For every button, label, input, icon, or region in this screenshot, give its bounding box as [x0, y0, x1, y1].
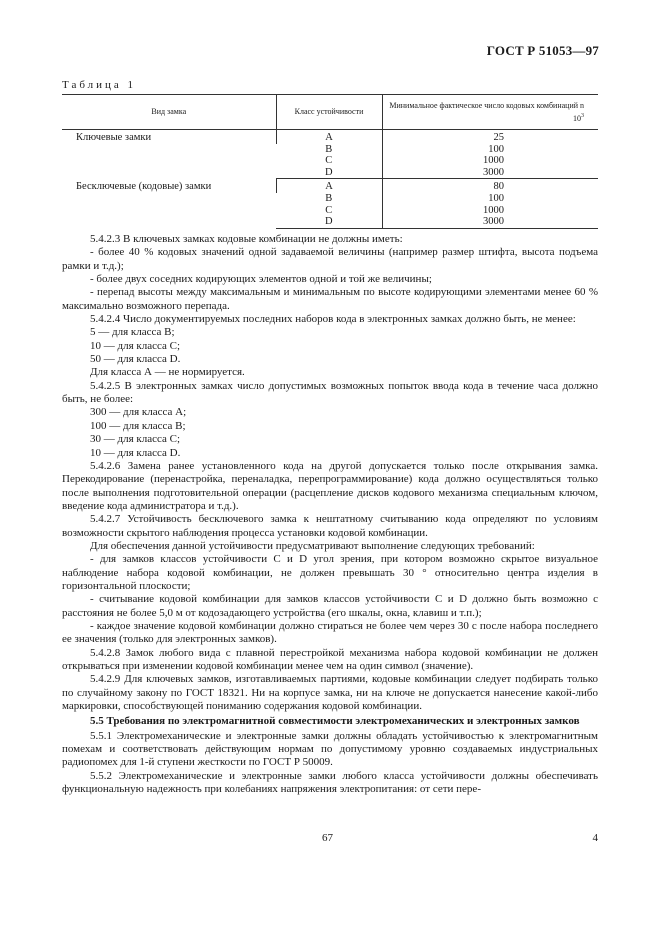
- col-header-type: Вид замка: [62, 95, 276, 130]
- paragraph: - более 40 % кодовых значений одной задаваемой величины (например размер штифта, высота подъема рамки и т.д.);: [62, 246, 598, 272]
- list-item: 30 — для класса С;: [90, 433, 181, 446]
- paragraph: 5.4.2.4 Число документируемых последних наборов кода в электронных замках должно быть, не менее:: [90, 313, 576, 326]
- class-cell: C: [325, 155, 333, 167]
- combos-cell: 80: [382, 179, 598, 193]
- combos-cell: 1000: [382, 155, 598, 167]
- paragraph: 5.4.2.3 В ключевых замках кодовые комбинации не должны иметь:: [90, 233, 403, 245]
- combos-cell: 3000: [382, 216, 598, 228]
- paragraph: - для замков классов устойчивости С и D угол зрения, при котором возможно скрытое визуальное наблюдение набора кодовой комбинации, не должен превышать 30 ° относительно центра изделия в горизонтальной плоскости;: [62, 553, 598, 592]
- col-header-combos: [382, 95, 598, 130]
- class-cell: D: [276, 216, 382, 228]
- col-header-class: Класс устойчивости: [276, 95, 382, 130]
- class-cell: B: [325, 143, 333, 155]
- combos-cell: 25: [382, 130, 598, 144]
- paragraph: 5.4.2.5 В электронных замках число допустимых возможных попыток ввода кода в течение часа должно быть, не более:: [62, 379, 598, 406]
- combos-cell: 1000: [382, 205, 598, 217]
- lock-class-table: [62, 94, 598, 229]
- paragraph: - каждое значение кодовой комбинации должно стираться не более чем через 30 с после набора последнего ее значения (только для электронных замков).: [62, 619, 598, 646]
- document-header: ГОСТ Р 51053—97: [486, 43, 599, 58]
- combos-cell: 3000: [382, 167, 598, 179]
- class-cell: B: [325, 192, 333, 204]
- combos-cell: 100: [382, 144, 598, 156]
- paragraph: - перепад высоты между максимальным и минимальным по высоте кодирующими элементами менее 60 % максимально возможного перепада.: [62, 286, 598, 312]
- list-item: 50 — для класса D.: [90, 353, 181, 366]
- table-row: [62, 179, 598, 193]
- table-caption: Таблица 1: [62, 79, 137, 91]
- paragraph: Для обеспечения данной устойчивости предусматривают выполнение следующих требований:: [90, 539, 535, 552]
- list-item: 10 — для класса С;: [90, 339, 181, 352]
- col-header-combos-exp: 3: [581, 112, 584, 119]
- paragraph: - более двух соседних кодирующих элементов одной и той же величины;: [90, 273, 432, 286]
- list-item: 300 — для класса А;: [90, 406, 187, 419]
- paragraph: 5.4.2.6 Замена ранее установленного кода на другой допускается только после открывания замка. Перекодирование (перенастройка, переналадка, перепрограммирование) кода должно осуществляться только после выполнения подготовительной операции (расцепление дисков кодового механизма специальным ключом, введение кода администратора и т.д.).: [62, 459, 598, 512]
- lock-type-cell: Бесключевые (кодовые) замки: [76, 180, 212, 192]
- section-heading: 5.5 Требования по электромагнитной совместимости электромеханических и электронных замков: [90, 715, 580, 728]
- list-item: Для класса А — не нормируется.: [90, 366, 245, 379]
- paragraph: 5.4.2.8 Замок любого вида с плавной перестройкой механизма набора кодовой комбинации не должен открываться при изменении кодовой комбинации менее чем на один символ (значение).: [62, 646, 598, 672]
- class-cell: C: [325, 204, 333, 216]
- class-cell: A: [276, 130, 382, 144]
- list-item: 100 — для класса В;: [90, 419, 186, 432]
- paragraph: 5.5.2 Электромеханические и электронные замки любого класса устойчивости должны обеспечивать функциональную надежность при колебаниях напряжения электропитания: от сети пере-: [62, 769, 598, 796]
- combos-cell: 100: [382, 193, 598, 205]
- lock-type-cell: Ключевые замки: [76, 132, 152, 143]
- list-item: 5 — для класса В;: [90, 326, 175, 339]
- paragraph: 5.5.1 Электромеханические и электронные замки должны обладать устойчивостью к электромагнитным помехам и соответствовать действующим нормам по допустимому уровню создаваемых индустриальных радиопомех для 1-й ступени жесткости по ГОСТ Р 50009.: [62, 729, 598, 769]
- class-cell: A: [276, 179, 382, 193]
- paragraph: 5.4.2.9 Для ключевых замков, изготавливаемых партиями, кодовые комбинации следует подбирать только по случайному закону по ГОСТ 18321. Ни на корпусе замка, ни на ключе не допускается нанесение какой-либо маркировки, способствующей пониманию содержания кодовой комбинации.: [62, 673, 598, 713]
- list-item: 10 — для класса D.: [90, 446, 181, 459]
- body-text: [62, 233, 598, 796]
- page-number: 67: [322, 832, 333, 844]
- sheet-number: 4: [592, 832, 598, 844]
- class-cell: D: [276, 167, 382, 179]
- table-row: [62, 130, 598, 144]
- paragraph: 5.4.2.7 Устойчивость бесключевого замка к нештатному считыванию кода определяют по условиям возможности скрытого наблюдения процесса установки кодовой комбинации.: [62, 513, 598, 539]
- col-header-combos-text: Минимальное фактическое число кодовых комбинаций n 10: [389, 100, 584, 123]
- paragraph: - считывание кодовой комбинации для замков классов устойчивости С и D должно быть возможно с расстояния не более 5,0 м от кодозадающего устройства (его шкалы, окна, клавиш и т.п.);: [62, 593, 598, 619]
